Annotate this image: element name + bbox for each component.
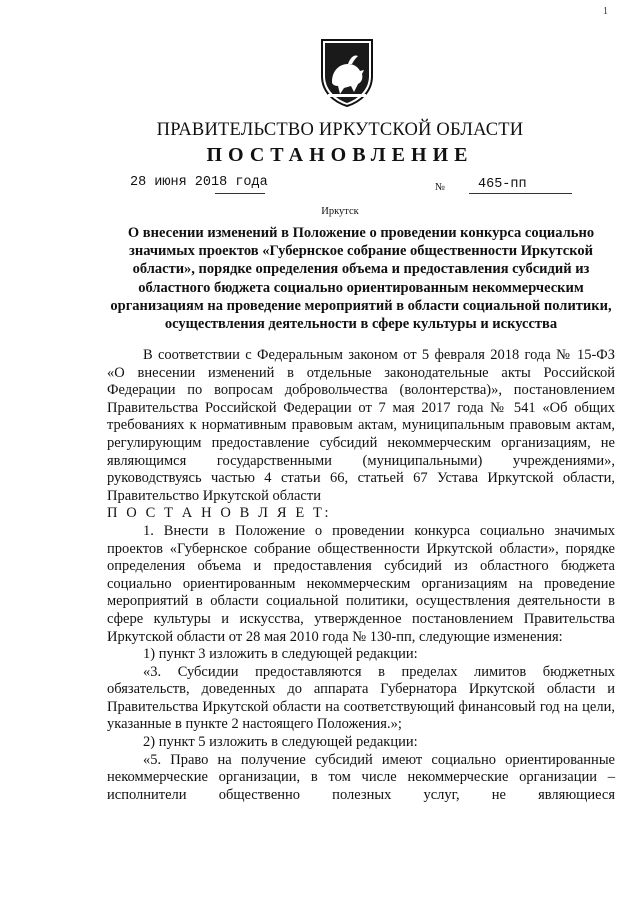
- item-1-paragraph: 1. Внести в Положение о проведении конкурса социально значимых проектов «Губернское собрание общественности Иркутской области», порядке определения объема и предоставления субсидий из областного бюджета социально ориентированным некоммерческим организациям на проведение мероприятий в области социальной политики, осуществления деятельности в сфере культуры и искусства, утвержденное постановлением Правительства Иркутской области от 28 мая 2010 года № 130-пп, следующие изменения:: [107, 522, 615, 645]
- decree-word: П О С Т А Н О В Л Я Е Т:: [107, 505, 332, 522]
- preamble-paragraph: В соответствии с Федеральным законом от 5 февраля 2018 года № 15-ФЗ «О внесении изменений в отдельные законодательные акты Российской Федерации по вопросам добровольчества (волонтерства)», постановлением Правительства Российской Федерации от 7 мая 2017 года № 541 «Об общих требованиях к нормативным правовым актам, муниципальным правовым актам, регулирующим предоставление субсидий некоммерческим организациям, не являющимся государственными (муниципальными) учреждениями», руководствуясь частью 4 статьи 66, статьей 67 Устава Иркутской области, Правительство Иркутской области: [107, 347, 615, 504]
- number-sign: №: [435, 182, 446, 193]
- document-type-heading: ПОСТАНОВЛЕНИЕ: [206, 144, 474, 166]
- city-label: Иркутск: [321, 206, 359, 217]
- coat-of-arms-emblem: [318, 36, 376, 108]
- subitem-2-text: «5. Право на получение субсидий имеют социально ориентированные некоммерческие организации, в том числе некоммерческие организации – исполнители общественно полезных услуг, не являющиеся: [107, 751, 615, 803]
- page-number: 1: [603, 6, 608, 17]
- document-number: 465-пп: [469, 176, 572, 194]
- date-underline: [215, 193, 265, 194]
- subitem-1-text: «3. Субсидии предоставляются в пределах лимитов бюджетных обязательств, доведенных до аппарата Губернатора Иркутской области и Правительства Иркутской области на соответствующий финансовый год на цели, указанные в пункте 2 настоящего Положения.»;: [107, 663, 615, 733]
- document-subject: О внесении изменений в Положение о проведении конкурса социально значимых проектов «Губернское собрание общественности Иркутской области», порядке определения объема и предоставления субсидий из областного бюджета социально ориентированным некоммерческим организациям на проведение мероприятий в области социальной политики, осуществления деятельности в сфере культуры и искусства: [110, 225, 612, 333]
- subitem-1-label: 1) пункт 3 изложить в следующей редакции:: [143, 646, 418, 663]
- organization-title: ПРАВИТЕЛЬСТВО ИРКУТСКОЙ ОБЛАСТИ: [156, 120, 524, 140]
- subitem-2-label: 2) пункт 5 изложить в следующей редакции:: [143, 734, 418, 751]
- document-date: 28 июня 2018 года: [130, 175, 268, 190]
- document-body: [107, 347, 615, 804]
